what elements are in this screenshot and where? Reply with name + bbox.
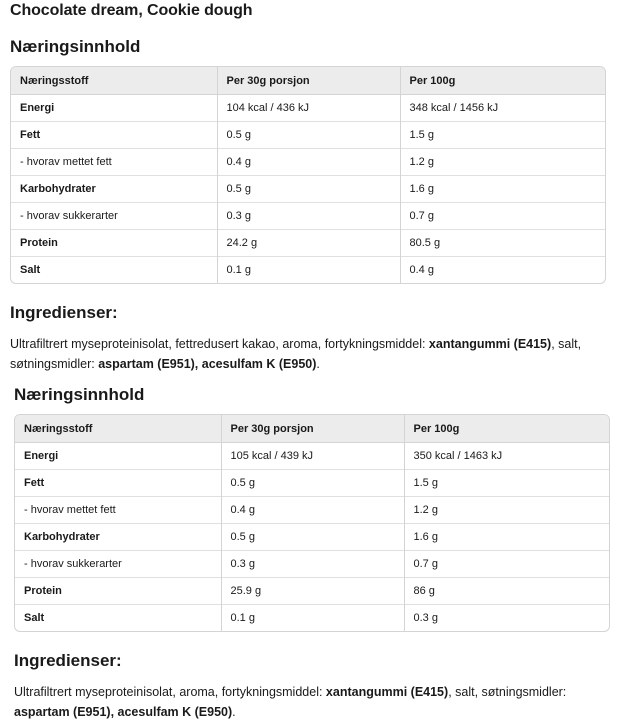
- ingredients-text-bold-part: aspartam (E951), acesulfam K (E950): [14, 705, 233, 719]
- nutrient-name: Fett: [15, 470, 221, 497]
- nutrient-name: Energi: [20, 102, 55, 114]
- table-row: [15, 497, 609, 524]
- nutrition-section-2: [14, 384, 610, 722]
- table-header-row: [15, 415, 609, 443]
- per-serving-value: 0.3 g: [217, 203, 400, 230]
- nutrient-name: Salt: [15, 605, 221, 632]
- ingredients-text-part: Ultrafiltrert myseproteinisolat, aroma, fortykningsmiddel:: [14, 685, 326, 699]
- per-serving-value: 0.5 g: [221, 524, 404, 551]
- table-row: [11, 257, 605, 284]
- table-row: [11, 203, 605, 230]
- page-title: Chocolate dream, Cookie dough: [10, 2, 253, 19]
- nutrition-heading: Næringsinnhold: [10, 37, 141, 56]
- nutrient-name: Energi: [24, 450, 59, 462]
- per-serving-value: 0.3 g: [221, 551, 404, 578]
- ingredients-text: [14, 682, 608, 722]
- table-row: [11, 230, 605, 257]
- per-100g-value: 350 kcal / 1463 kJ: [404, 443, 609, 470]
- nutrient-name: - hvorav sukkerarter: [15, 551, 221, 578]
- per-serving-value: 0.4 g: [217, 149, 400, 176]
- nutrient-name: Fett: [11, 122, 217, 149]
- per-serving-value: 24.2 g: [217, 230, 400, 257]
- per-serving-value: 0.1 g: [217, 257, 400, 284]
- per-serving-value: 0.5 g: [217, 122, 400, 149]
- table-row: [15, 578, 609, 605]
- per-100g-value: 0.7 g: [404, 551, 609, 578]
- ingredients-text: [10, 334, 604, 374]
- table-row: [11, 95, 605, 122]
- nutrient-name: - hvorav mettet fett: [11, 149, 217, 176]
- table-row: [15, 443, 609, 470]
- nutrient-name: - hvorav mettet fett: [15, 497, 221, 524]
- nutrition-section-1: [10, 36, 606, 374]
- column-header-per-serving: Per 30g porsjon: [221, 415, 404, 443]
- per-100g-value: 1.2 g: [400, 149, 605, 176]
- table-header-row: [11, 67, 605, 95]
- per-serving-value: 0.4 g: [221, 497, 404, 524]
- per-100g-value: 0.7 g: [400, 203, 605, 230]
- nutrient-name: Protein: [15, 578, 221, 605]
- table-row: [15, 605, 609, 632]
- column-header-nutrient: Næringsstoff: [11, 67, 217, 95]
- table-row: [15, 470, 609, 497]
- per-serving-value: 0.5 g: [221, 470, 404, 497]
- ingredients-heading: Ingredienser:: [14, 651, 122, 670]
- nutrition-table: [14, 414, 610, 632]
- ingredients-text-part: .: [232, 705, 236, 719]
- per-100g-value: 1.5 g: [404, 470, 609, 497]
- nutrient-name: - hvorav sukkerarter: [11, 203, 217, 230]
- nutrient-name: Karbohydrater: [15, 524, 221, 551]
- nutrition-table: [10, 66, 606, 284]
- ingredients-heading: Ingredienser:: [10, 303, 118, 322]
- per-100g-value: 1.2 g: [404, 497, 609, 524]
- per-serving-value: 25.9 g: [221, 578, 404, 605]
- ingredients-text-part: , salt, søtningsmidler:: [10, 337, 582, 371]
- nutrient-name: Protein: [11, 230, 217, 257]
- column-header-nutrient: Næringsstoff: [15, 415, 221, 443]
- ingredients-text-bold-part: aspartam (E951), acesulfam K (E950): [98, 357, 317, 371]
- ingredients-text-bold-part: xantangummi (E415): [325, 685, 449, 699]
- per-100g-value: 1.6 g: [404, 524, 609, 551]
- per-serving-value: 0.1 g: [221, 605, 404, 632]
- column-header-per-100g: Per 100g: [400, 67, 605, 95]
- per-100g-value: 1.6 g: [400, 176, 605, 203]
- per-100g-value: 86 g: [404, 578, 609, 605]
- per-100g-value: 0.3 g: [404, 605, 609, 632]
- table-row: [15, 524, 609, 551]
- table-row: [11, 176, 605, 203]
- per-100g-value: 348 kcal / 1456 kJ: [400, 95, 605, 122]
- table-row: [15, 551, 609, 578]
- ingredients-text-part: .: [316, 357, 320, 371]
- ingredients-text-bold-part: xantangummi (E415): [428, 337, 552, 351]
- per-100g-value: 0.4 g: [400, 257, 605, 284]
- nutrition-heading: Næringsinnhold: [14, 385, 145, 404]
- nutrient-name: Salt: [11, 257, 217, 284]
- per-serving-value: 104 kcal / 436 kJ: [217, 95, 400, 122]
- ingredients-text-part: , salt, søtningsmidler:: [448, 685, 567, 699]
- table-row: [11, 122, 605, 149]
- table-row: [11, 149, 605, 176]
- per-100g-value: 1.5 g: [400, 122, 605, 149]
- ingredients-text-part: Ultrafiltrert myseproteinisolat, fettredusert kakao, aroma, fortykningsmiddel:: [10, 337, 429, 351]
- per-serving-value: 105 kcal / 439 kJ: [221, 443, 404, 470]
- column-header-per-serving: Per 30g porsjon: [217, 67, 400, 95]
- per-100g-value: 80.5 g: [400, 230, 605, 257]
- column-header-per-100g: Per 100g: [404, 415, 609, 443]
- per-serving-value: 0.5 g: [217, 176, 400, 203]
- nutrient-name: Karbohydrater: [11, 176, 217, 203]
